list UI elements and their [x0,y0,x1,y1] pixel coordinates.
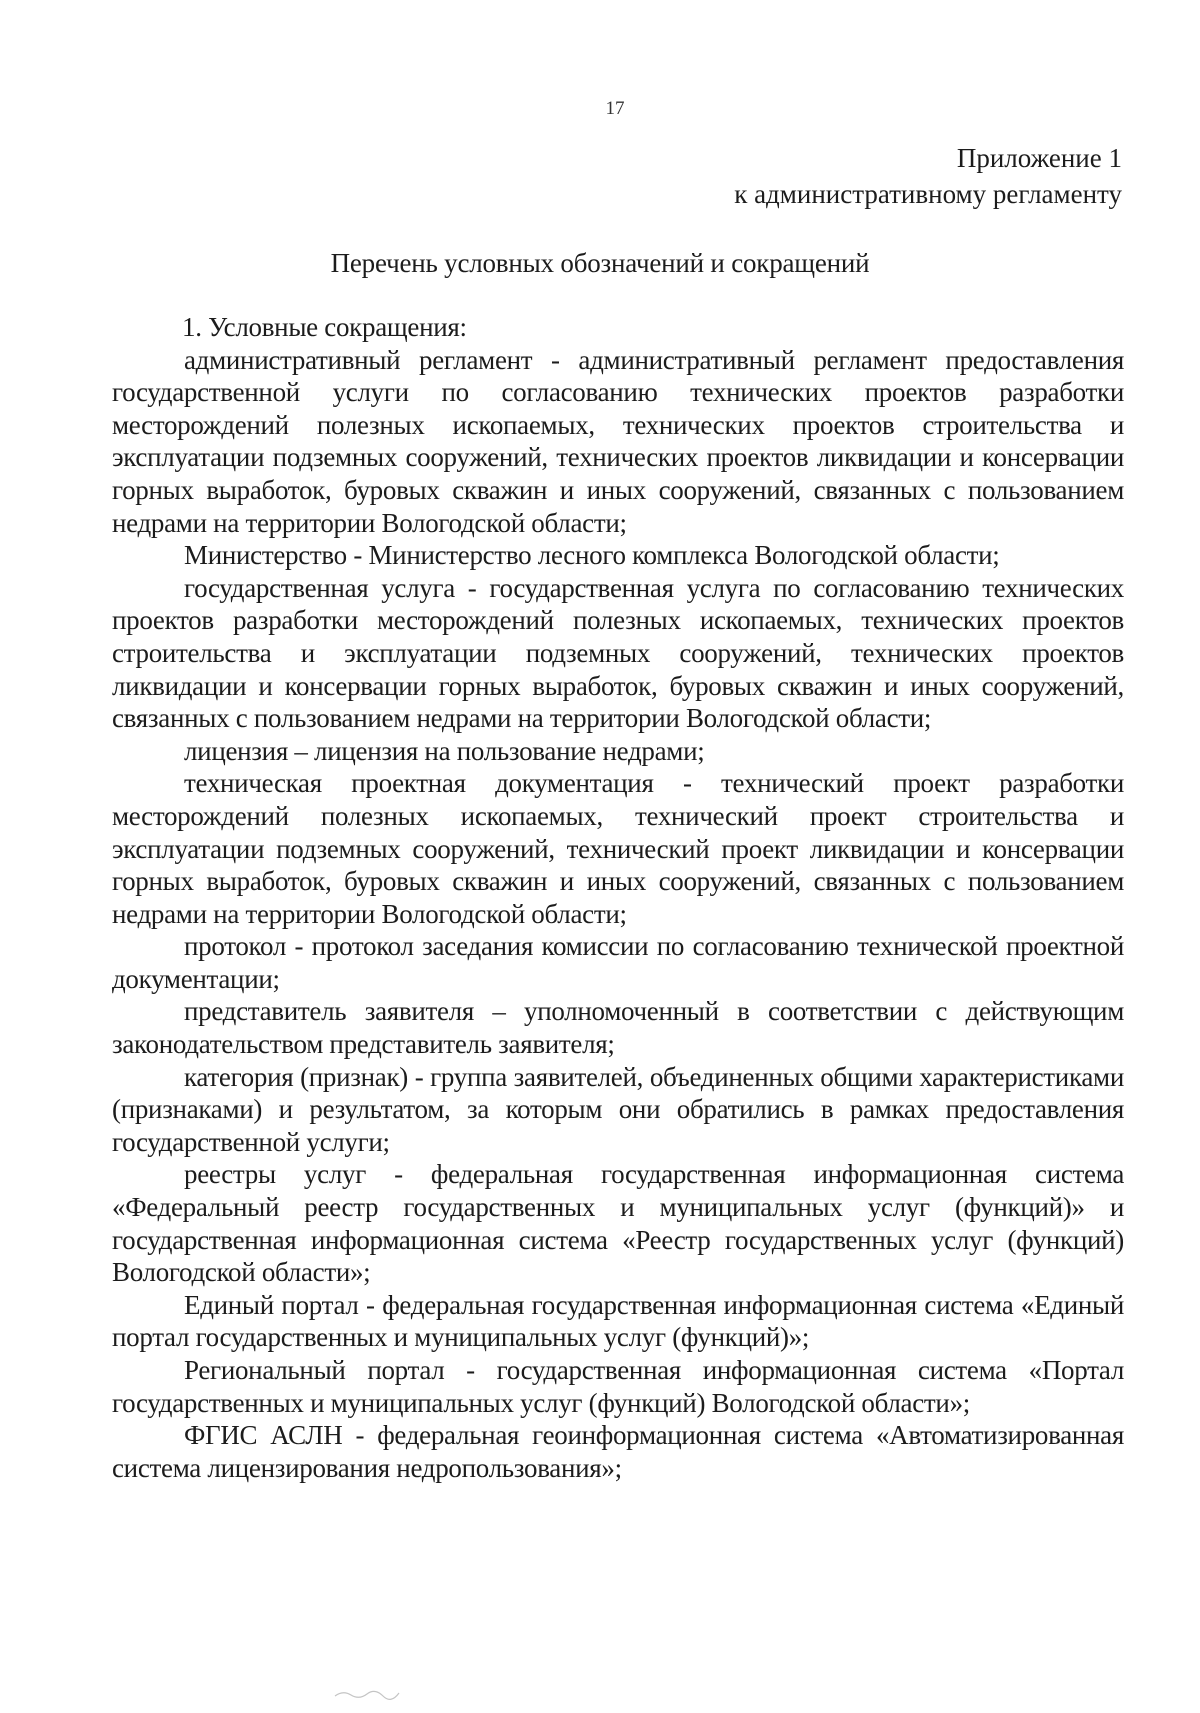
appendix-number: Приложение 1 [956,143,1122,173]
document-body [112,311,1124,1484]
appendix-reference: к административному регламенту [734,179,1122,209]
section-heading: 1. Условные сокращения: [182,312,467,342]
definition-item: государственная услуга - государственная услуга по согласованию технических проектов разработки месторождений полезных ископаемых, технических проектов строительства и эксплуатации подземных сооружений, технических проектов ликвидации и консервации горных выработок, буровых скважин и иных сооружений, связанных с пользованием недрами на территории Вологодской области; [112,572,1124,734]
faint-stamp-mark [333,1688,433,1700]
definition-item: лицензия – лицензия на пользование недрами; [184,735,705,766]
appendix-header [734,140,1122,212]
definition-item: протокол - протокол заседания комиссии по согласованию технической проектной документации; [112,931,1124,994]
definition-item: техническая проектная документация - технический проект разработки месторождений полезных ископаемых, технический проект строительства и эксплуатации подземных сооружений, технический проект ликвидации и консервации горных выработок, буровых скважин и иных сооружений, связанных с пользованием недрами на территории Вологодской области; [112,768,1124,929]
definition-item: Министерство - Министерство лесного комплекса Вологодской области; [184,540,1000,571]
definition-item: категория (признак) - группа заявителей, объединенных общими характеристиками (признаками) и результатом, за которым они обратились в рамках предоставления государственной услуги; [112,1061,1124,1157]
definition-item: реестры услуг - федеральная государственная информационная система «Федеральный реестр государственных и муниципальных услуг (функций)» и государственная информационная система «Реестр государственных услуг (функций) Вологодской области»; [112,1159,1124,1288]
definition-item: административный регламент - административный регламент предоставления государственной услуги по согласованию технических проектов разработки месторождений полезных ископаемых, технических проектов строительства и эксплуатации подземных сооружений, технических проектов ликвидации и консервации горных выработок, буровых скважин и иных сооружений, связанных с пользованием недрами на территории Вологодской области; [112,344,1124,538]
definition-item: Региональный портал - государственная информационная система «Портал государственных и муниципальных услуг (функций) Вологодской области»; [112,1355,1124,1418]
definition-item: представитель заявителя – уполномоченный в соответствии с действующим законодательством представитель заявителя; [112,996,1124,1060]
definition-item: ФГИС АСЛН - федеральная геоинформационная система «Автоматизированная система лицензирования недропользования»; [112,1420,1124,1483]
document-title: Перечень условных обозначений и сокращений [330,248,870,278]
definition-item: Единый портал - федеральная государственная информационная система «Единый портал государственных и муниципальных услуг (функций)»; [112,1289,1124,1353]
page-number: 17 [605,98,625,119]
